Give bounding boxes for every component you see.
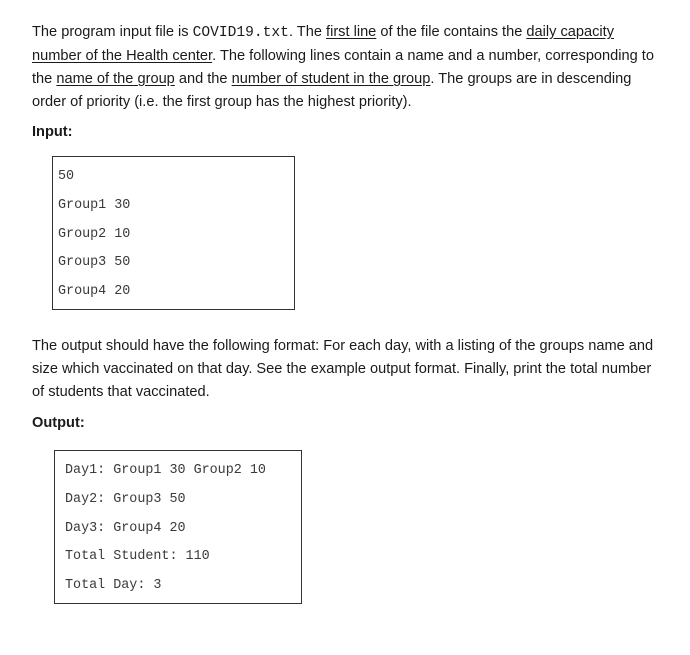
problem-description <box>32 21 660 114</box>
output-line: Day3: Group4 20 <box>65 520 186 536</box>
input-label: Input: <box>32 124 73 140</box>
desc-text-1: The program input file is <box>32 24 193 40</box>
input-line: Group2 10 <box>58 226 131 242</box>
desc-text-4: . The following lines contain a name and a number, corresponding to the <box>32 48 654 87</box>
first-line-underlined: first line <box>326 24 377 40</box>
input-line: Group3 50 <box>58 255 131 271</box>
output-line: Day2: Group3 50 <box>65 491 186 507</box>
desc-text-3: of the file contains the <box>376 24 527 40</box>
desc-text-5: and the <box>174 71 232 87</box>
desc-text-2: . The <box>288 24 327 40</box>
input-example-box <box>52 156 295 310</box>
input-line: 50 <box>58 169 75 184</box>
group-name-underlined: name of the group <box>56 71 175 87</box>
input-line: Group1 30 <box>58 197 131 213</box>
desc-text-6: . The groups are in descending order of priority (i.e. the first group has the highest priority). <box>32 71 632 110</box>
input-line: Group4 20 <box>58 284 131 300</box>
output-label: Output: <box>32 415 85 431</box>
output-line: Day1: Group1 30 Group2 10 <box>65 463 266 478</box>
group-students-underlined: number of student in the group <box>231 71 431 87</box>
output-line: Total Student: 110 <box>65 549 210 565</box>
capacity-underlined: daily capacity number of the Health center <box>32 24 614 64</box>
filename-code: COVID19.txt <box>192 25 289 41</box>
output-example-box <box>54 450 302 604</box>
output-line: Total Day: 3 <box>65 578 162 594</box>
output-description: The output should have the following format: For each day, with a listing of the groups name and size which vaccinated on that day. See the example output format. Finally, print the total number of students that vaccinated. <box>32 338 654 400</box>
